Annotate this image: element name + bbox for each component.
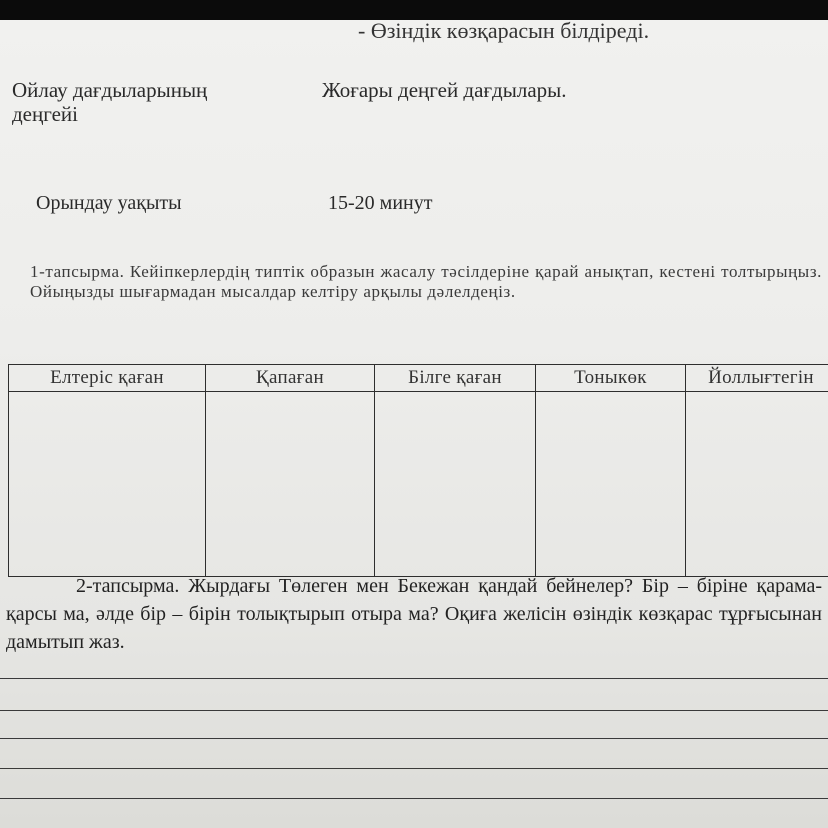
table-row	[9, 392, 828, 577]
column-header: Қапаған	[206, 365, 375, 392]
worksheet-page	[0, 20, 828, 828]
answer-line[interactable]	[0, 768, 828, 769]
empty-answer-cell[interactable]	[206, 392, 375, 577]
thinking-level-value: Жоғары деңгей дағдылары.	[322, 78, 567, 102]
answer-line[interactable]	[0, 738, 828, 739]
answer-line[interactable]	[0, 798, 828, 799]
top-dark-border	[0, 0, 828, 20]
column-header: Тоныкөк	[536, 365, 686, 392]
previous-line-text: - Өзіндік көзқарасын білдіреді.	[358, 20, 650, 43]
column-header: Білге қаған	[375, 365, 536, 392]
column-header: Йоллығтегін	[686, 365, 828, 392]
empty-answer-cell[interactable]	[686, 392, 828, 577]
empty-answer-cell[interactable]	[9, 392, 206, 577]
time-label: Орындау уақыты	[36, 192, 182, 214]
table-header-row	[9, 365, 828, 392]
time-value: 15-20 минут	[328, 192, 433, 214]
thinking-level-label: Ойлау дағдыларының деңгейі	[12, 78, 208, 126]
task-2-instructions: 2-тапсырма. Жырдағы Төлеген мен Бекежан қандай бейнелер? Бір – біріне қарама-қарсы ма, әлде бір – бірін толықтырып отыра ма? Оқиға желісін өзіндік көзқарас тұрғысынан дамытып жаз.	[6, 575, 822, 653]
column-header: Елтеріс қаған	[9, 365, 206, 392]
answer-line[interactable]	[0, 710, 828, 711]
character-table	[8, 364, 828, 577]
answer-line[interactable]	[0, 678, 828, 679]
empty-answer-cell[interactable]	[536, 392, 686, 577]
empty-answer-cell[interactable]	[375, 392, 536, 577]
task-1-instructions: 1-тапсырма. Кейіпкерлердің типтік образын жасалу тәсілдеріне қарай анықтап, кестені толтырыңыз. Ойыңызды шығармадан мысалдар келтіру арқылы дәлелдеңіз.	[30, 262, 822, 301]
